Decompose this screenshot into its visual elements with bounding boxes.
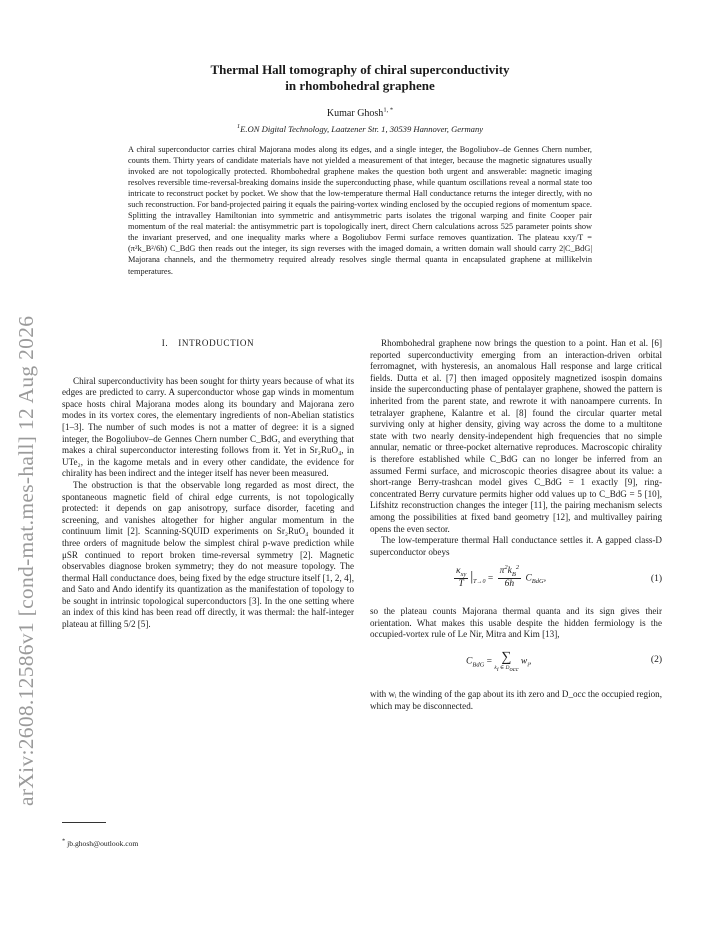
equation-1 — [370, 564, 662, 600]
footnote-mark: * — [62, 837, 66, 845]
author-name: Kumar Ghosh — [326, 108, 384, 119]
author-line — [120, 108, 600, 119]
right-column — [370, 338, 662, 712]
section-number: I. — [161, 338, 169, 348]
paper-title — [120, 62, 600, 94]
equation-1-body: $\frac{\kappa_{xy}}{T}$ $|_{T\to 0}$ = $\frac{\pi^2k_B^2}{6h}$ $C_{BdG}$, — [456, 564, 547, 589]
affiliation-mark: 1 — [236, 123, 241, 131]
paragraph: so the plateau counts Majorana thermal quanta and its sign gives their orientation. What makes this usable despite the hidden fermiology is the occupied-vortex rule of Le Nir, Mitra and Kim [13], — [370, 606, 662, 640]
equation-2 — [370, 647, 662, 683]
equation-2-body: $C_{BdG}$ = ∑ $k_i$ ∈ $D_{occ}$ $w_i$, — [466, 650, 532, 674]
footnote — [62, 839, 138, 848]
left-column — [62, 338, 354, 631]
paragraph: with wᵢ the winding of the gap about its ith zero and D_occ the occupied region, which may be disconnected. — [370, 689, 662, 711]
paragraph: The low-temperature thermal Hall conductance settles it. A gapped class-D superconductor obeys — [370, 535, 662, 557]
abstract: A chiral superconductor carries chiral Majorana modes along its edges, and a single integer, the Bogoliubov–de Gennes Chern number, counts them. Thirty years of candidate materials have not yielded a measurement of that integer, because the magnetic signatures usually invoked are not topologically protected. Rhombohedral graphene makes the question both urgent and answerable: magnetic imaging resolves reversible time-reversal-breaking domains inside the superconducting phase, while quantum oscillations reveal a normal state too intricate to reconstruct pocket by pocket. We show that the low-temperature thermal Hall conductance returns the integer directly, with no such reconstruction. For band-projected pairing it equals the pairing-vortex winding enclosed by the occupied regions of momentum space. Splitting the intravalley Hamiltonian into symmetric and antisymmetric parts isolates the trigonal warping and finite Cooper pair momentum of the real material: the antisymmetric part is topologically inert, direct Chern calculations across 525 parameter points show the invariant preserved, and one inequality marks where a Bogoliubov Fermi surface removes quantization. The plateau κxy/T = (π²k_B²/6h) C_BdG then reads out the integer, its sign reverses with the imaged domain, a written domain wall should carry 2|C_BdG| Majorana channels, and the thermometry required already resolves single thermal quanta in encapsulated graphene at millikelvin temperatures. — [128, 145, 592, 276]
author-marks: 1, * — [383, 106, 394, 114]
affiliation-text: E.ON Digital Technology, Laatzener Str. 1, 30539 Hannover, Germany — [240, 124, 484, 134]
footnote-rule — [62, 822, 106, 823]
footnote-email: jb.ghosh@outlook.com — [67, 839, 139, 848]
title-line-1: Thermal Hall tomography of chiral superconductivity — [210, 62, 510, 77]
equation-2-number: (2) — [650, 655, 662, 666]
title-line-2: in rhombohedral graphene — [285, 78, 435, 93]
paragraph: Rhombohedral graphene now brings the question to a point. Han et al. [6] reported superconductivity emerging from an interaction-driven orbital ferromagnet, with hysteresis, an anomalous Hall response and large critical fields. Dutta et al. [7] then imaged oppositely magnetized isospin domains inside the superconducting phase of pentalayer graphene, showed the pattern is inherited from the parent state, and rewrote it with nanoampere currents. In tetralayer graphene, Kalantre et al. [8] found the circular quarter metal surviving only at higher density, giving way across the dome to a multitone state with two nearly density-independent high frequencies that no simple annular, nematic or three-pocket alternative reproduces. Macroscopic chirality is therefore established while C_BdG can no longer be inferred from an assumed Fermi surface, and microscopic theories disagree about its value: a short-range Berry-trashcan model gives C_BdG = 1 exactly [9], ring-concentrated Berry curvature permits higher odd values up to C_BdG = 5 [10], Lifshitz reconstruction changes the integer [11], the pairing mechanism selects among the possibilities at fixed band geometry [12], and multivalley pairing opens the even sector. — [370, 338, 662, 534]
paragraph: Chiral superconductivity has been sought for thirty years because of what its edges are predicted to carry. A superconductor whose gap winds in momentum space hosts chiral Majorana modes along its boundary and Majorana zero modes in its vortex cores, the elementary ingredients of non-Abelian statistics [1–3]. The number of such modes is not a matter of degree: it is a signed integer, the Bogoliubov–de Gennes Chern number C_BdG, and everything that makes a chiral superconductor interesting follows from it. Yet in Sr₂RuO₄, in UTe₂, in the kagome metals and in every other candidate, the evidence for chirality has been indirect and the integer itself has never been measured. — [62, 375, 354, 479]
affiliation — [100, 124, 620, 134]
arxiv-identifier: arXiv:2608.12586v1 [cond-mat.mes-hall] 12 Aug 2026 — [14, 315, 38, 806]
paragraph: The obstruction is that the observable long regarded as most direct, the spontaneous magnetic field of chiral edge currents, is not topologically protected: it depends on gap anisotropy, surface disorder, faceting and screening, and vanishes altogether for higher angular momentum in the continuum limit [2]. Scanning-SQUID experiments on Sr₂RuO₄ bounded it three orders of magnitude below the simplest chiral p-wave prediction while μSR continued to report broken time-reversal symmetry [2]. Magnetic observables diagnose broken symmetry; they do not measure topology. The thermal Hall conductance does, being fixed by the edge structure itself [1, 2, 4], and Sato and Ando identify its quantization as the manifestation of topology to be sought in intrinsic topological superconductors [3]. In the one setting where an index of this kind has been read off directly, it was thermal: the half-integer plateau at filling 5/2 [5]. — [62, 479, 354, 630]
equation-1-number: (1) — [650, 574, 662, 585]
section-title: INTRODUCTION — [178, 338, 255, 348]
section-heading — [62, 338, 354, 350]
